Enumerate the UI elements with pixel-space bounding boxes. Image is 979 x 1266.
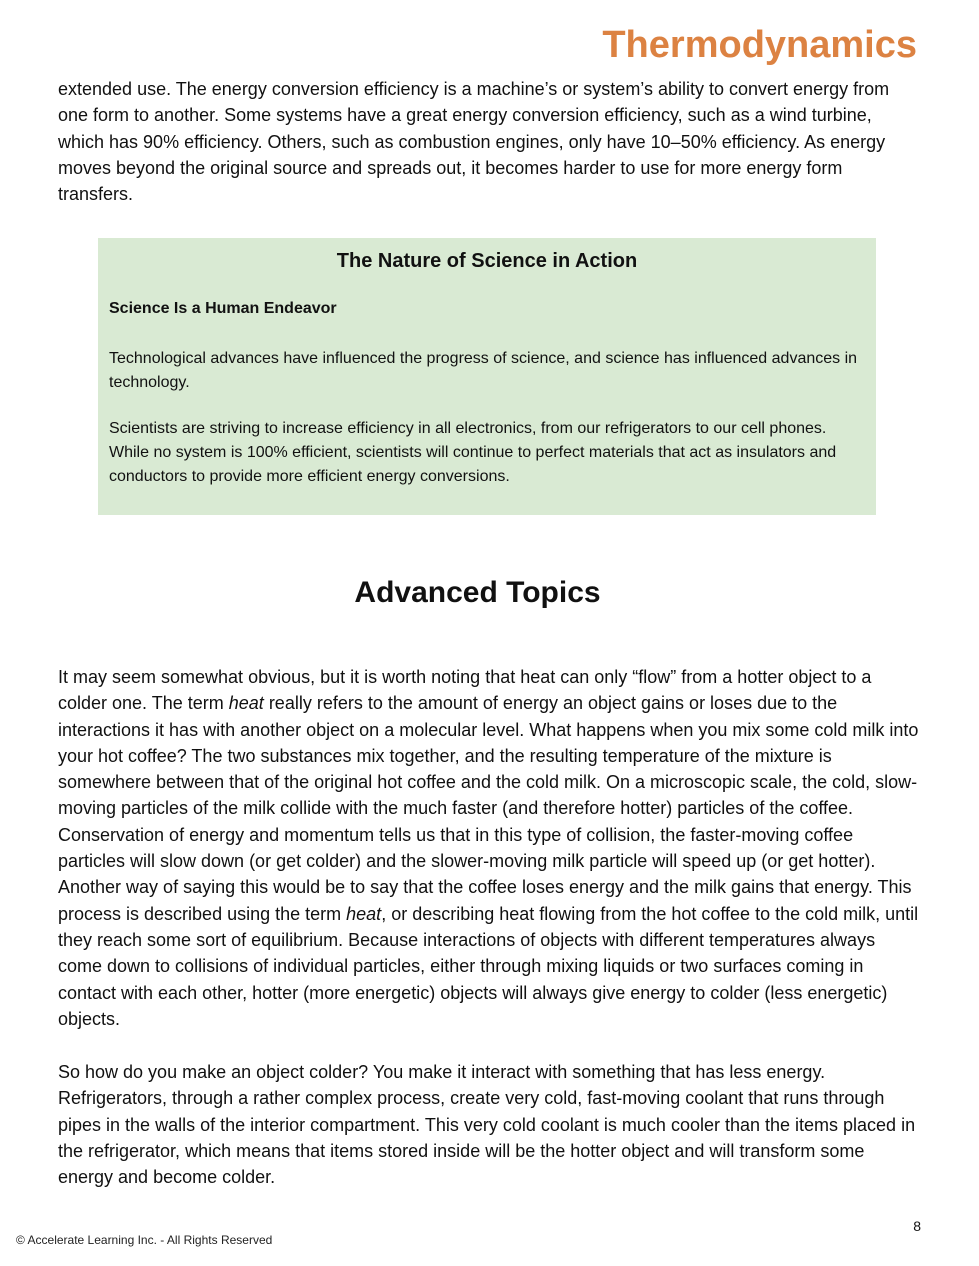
footer-copyright: © Accelerate Learning Inc. - All Rights Reserved	[16, 1233, 273, 1247]
intro-paragraph: extended use. The energy conversion efficiency is a machine’s or system’s ability to convert energy from one form to another. Some systems have a great energy conversion efficiency, such as a wind turbine, which has 90% efficiency. Others, such as combustion engines, only have 10–50% efficiency. As energy moves beyond the original source and spreads out, it becomes harder to use for more energy form transfers.	[58, 79, 890, 205]
page-header-title: Thermodynamics	[602, 24, 917, 66]
emphasis-heat: heat	[228, 693, 264, 714]
paragraph-text: really refers to the amount of energy an object gains or loses due to the interactions it has with another object on a molecular level. What happens when you mix some cold milk into your hot coffee? The two substances mix together, and the resulting temperature of the mixture is somewhere between that of the original hot coffee and the cold milk. On a microscopic scale, the cold, slow-moving particles of the milk collide with the much faster (and therefore hotter) particles of the coffee. Conservation of energy and momentum tells us that in this type of collision, the faster-moving coffee particles will slow down (or get colder) and the slower-moving milk particle will speed up (or get hotter). Another way of saying this would be to say that the coffee loses energy and the milk gains that energy. This process is described using the term	[58, 693, 919, 924]
paragraph-text: It may seem somewhat obvious, but it is worth noting that heat can only “flow” from a hotter object to a colder one. The term	[58, 667, 872, 714]
advanced-topics-paragraph-2: So how do you make an object colder? You make it interact with something that has less energy. Refrigerators, through a rather complex process, create very cold, fast-moving coolant that runs through pipes in the walls of the interior compartment. This very cold coolant is much cooler than the items placed in the refrigerator, which means that items stored inside will be the hotter object and will transform some energy and become colder.	[58, 1062, 916, 1188]
paragraph-text: , or describing heat flowing from the hot coffee to the cold milk, until they reach some sort of equilibrium. Because interactions of objects with different temperatures always come down to collisions of individual particles, either through mixing liquids or two surfaces coming in contact with each other, hotter (more energetic) objects will always give energy to colder (less energetic) objects.	[58, 903, 919, 1029]
nature-of-science-callout	[98, 238, 876, 515]
callout-subtitle: Science Is a Human Endeavor	[109, 300, 337, 317]
callout-paragraph-1: Technological advances have influenced the progress of science, and science has influenced advances in technology.	[109, 350, 858, 391]
section-title: Advanced Topics	[354, 576, 601, 609]
callout-title: The Nature of Science in Action	[336, 250, 638, 272]
advanced-topics-paragraph-1	[58, 664, 920, 1032]
emphasis-heat: heat	[346, 903, 382, 924]
callout-paragraph-2: Scientists are striving to increase efficiency in all electronics, from our refrigerators to our cell phones. While no system is 100% efficient, scientists will continue to perfect materials that act as insulators and conductors to provide more efficient energy conversions.	[109, 420, 837, 485]
page-number: 8	[913, 1218, 921, 1234]
